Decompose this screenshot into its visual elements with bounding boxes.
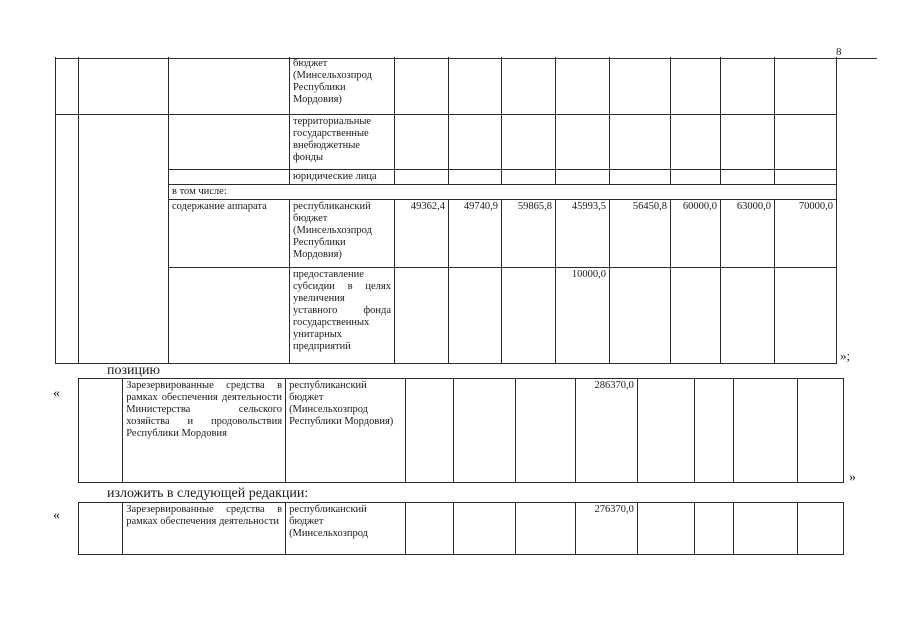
close-quote: » [849,470,856,485]
blank-cell [169,57,290,114]
new-position-table [78,502,844,555]
value-cell: 45993,5 [556,199,610,267]
continuation-table [55,57,895,364]
source-cell: бюджет (Минсельхозпрод Республики Мордовия) [290,57,395,114]
reserved-value: 286370,0 [575,379,637,483]
page-number: 8 [836,46,842,58]
restate-text: изложить в следующей редакции: [107,486,309,501]
blank-cell [56,57,79,114]
open-quote: « [53,508,60,523]
reserved-funds-description: Зарезервированные средства в рамках обеспечения деятельности [123,503,286,555]
funding-source: республиканский бюджет (Минсельхозпрод [286,503,406,555]
value-cell: 63000,0 [721,199,775,267]
funding-source: республиканский бюджет (Минсельхозпрод Республики Мордовия) [286,379,406,483]
value-cell: 60000,0 [671,199,721,267]
value-cell: 49362,4 [395,199,449,267]
reserved-funds-description: Зарезервированные средства в рамках обеспечения деятельности Министерства сельского хозяйства и продовольствия Республики Мордовия [123,379,286,483]
closing-mark: »; [840,348,851,363]
reserved-value: 276370,0 [575,503,637,555]
position-word: позицию [107,363,160,378]
subsidy-value: 10000,0 [556,267,610,363]
source-cell: территориальные государственные внебюджетные фонды [290,114,395,169]
value-cell: 49740,9 [449,199,502,267]
source-cell: юридические лица [290,169,395,184]
value-cell: 56450,8 [610,199,671,267]
blank-cell [79,57,169,114]
old-position-table [78,378,844,483]
open-quote: « [53,386,60,401]
upkeep-label: содержание аппарата [169,199,290,267]
including-label: в том числе: [169,184,837,199]
upkeep-source: республиканский бюджет (Минсельхозпрод Республики Мордовия) [290,199,395,267]
value-cell: 70000,0 [775,199,837,267]
value-cell: 59865,8 [502,199,556,267]
subsidy-source: предоставление субсидии в целях увеличения уставного фонда государственных унитарных предприятий [290,267,395,363]
